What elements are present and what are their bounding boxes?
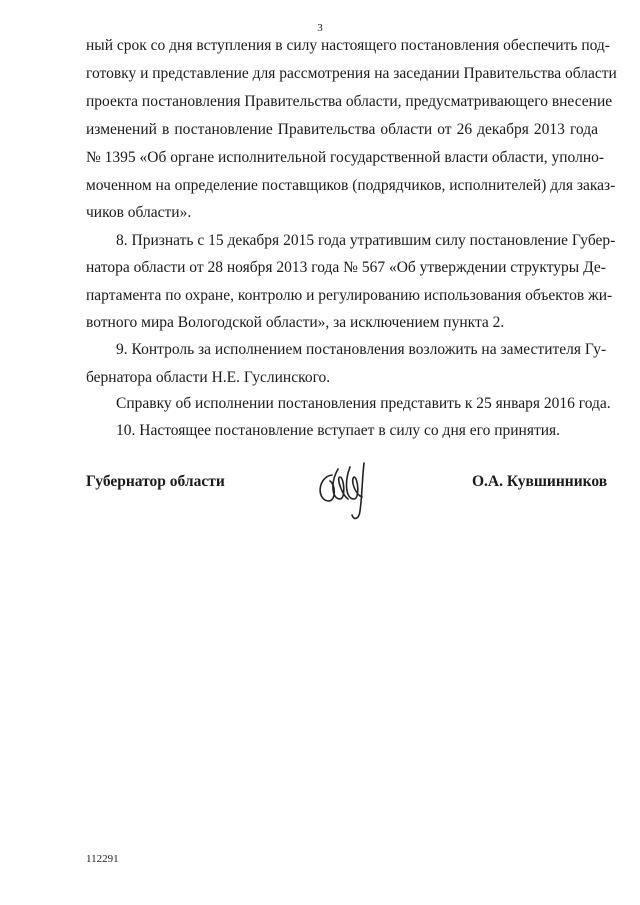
text-line: изменений в постановление Правительства области от 26 декабря 2013 года [86,121,598,138]
document-code: 112291 [86,853,119,865]
text-line: ный срок со дня вступления в силу настоящего постановления обеспечить под- [86,37,610,54]
text-line: готовку и представление для рассмотрения на заседании Правительства области [86,65,617,82]
report-deadline-line: Справку об исполнении постановления представить к 25 января 2016 года. [116,395,611,412]
page-number: 3 [317,22,323,34]
paragraph-10-line: 10. Настоящее постановление вступает в силу со дня его принятия. [116,422,561,439]
paragraph-9-line: 9. Контроль за исполнением постановления возложить на заместителя Гу- [116,341,607,358]
text-line: чиков области». [86,204,192,221]
handwritten-signature-icon [310,455,382,527]
paragraph-8-line: вотного мира Вологодской области», за исключением пункта 2. [86,314,505,331]
paragraph-8-line: партамента по охране, контролю и регулированию использования объектов жи- [86,287,613,304]
signatory-name: О.А. Кувшинников [472,473,608,490]
text-line: № 1395 «Об органе исполнительной государственной власти области, уполно- [86,149,605,166]
paragraph-9-line: бернатора области Н.Е. Гуслинского. [86,369,331,386]
paragraph-8-line: 8. Признать с 15 декабря 2015 года утратившим силу постановление Губер- [116,232,616,249]
text-line: моченном на определение поставщиков (подрядчиков, исполнителей) для заказ- [86,177,616,194]
signatory-title: Губернатор области [86,473,225,490]
paragraph-8-line: натора области от 28 ноября 2013 года № 567 «Об утверждении структуры Де- [86,259,606,276]
text-line: проекта постановления Правительства области, предусматривающего внесение [86,93,613,110]
